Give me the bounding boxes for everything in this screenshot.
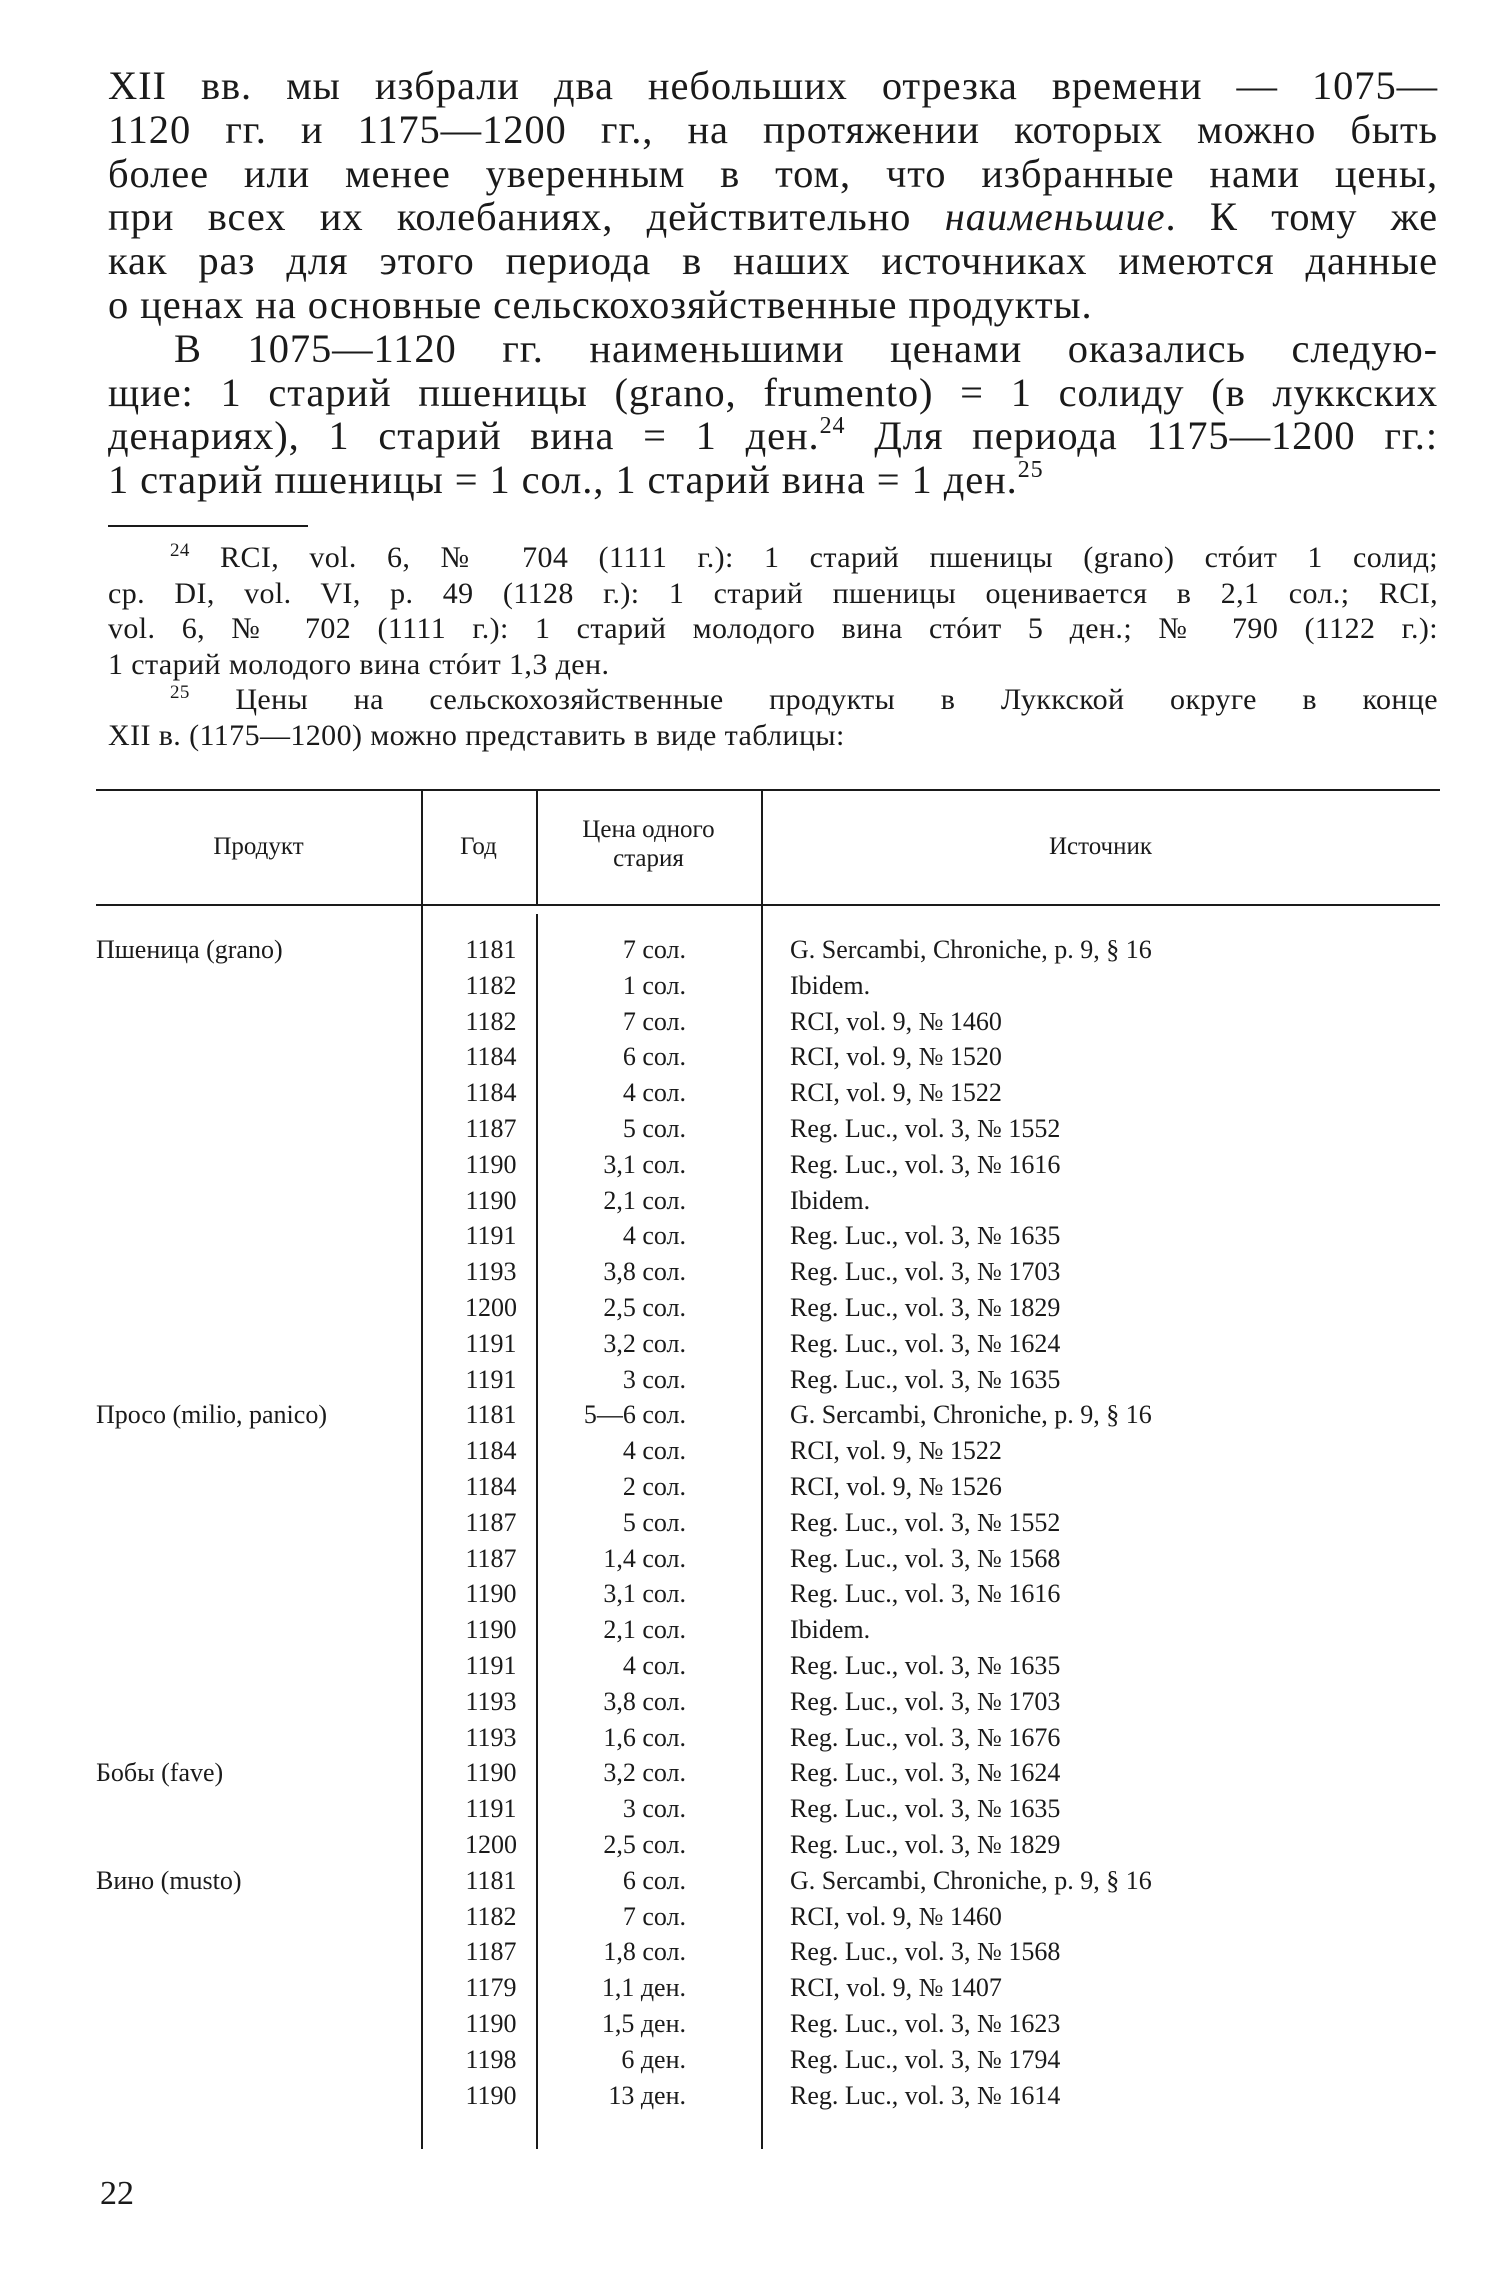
cell-price: 5 сол. xyxy=(622,1114,686,1143)
table-row xyxy=(96,1899,1440,1935)
table-row xyxy=(96,1469,1440,1505)
cell-year: 1198 xyxy=(465,2044,517,2074)
cell-price: 6 ден. xyxy=(621,2044,686,2074)
cell-price: 2 сол. xyxy=(622,1472,686,1501)
paragraph-2 xyxy=(108,327,1438,502)
cell-source: G. Sercambi, Chroniche, p. 9, § 16 xyxy=(790,1400,1152,1430)
cell-year: 1181 xyxy=(465,1400,517,1430)
cell-year: 1179 xyxy=(465,1973,517,2003)
table-row xyxy=(96,1254,1440,1290)
cell-source: Reg. Luc., vol. 3, № 1794 xyxy=(790,2044,1061,2074)
table-row xyxy=(96,1827,1440,1863)
cell-product: Вино (musto) xyxy=(96,1865,242,1895)
cell-year: 1193 xyxy=(465,1686,517,1716)
header-product: Продукт xyxy=(213,833,304,860)
table-row xyxy=(96,1934,1440,1970)
cell-source: RCI, vol. 9, № 1522 xyxy=(790,1436,1002,1466)
cell-year: 1181 xyxy=(465,1865,517,1895)
cell-source: RCI, vol. 9, № 1407 xyxy=(790,1973,1002,2003)
text-line: как раз для этого периода в наших источниках имеются данные xyxy=(108,238,1438,284)
cell-price: 2,5 сол. xyxy=(603,1830,686,1859)
text-line: о ценах на основные сельскохозяйственные продукты. xyxy=(108,281,1093,327)
cell-price: 3 сол. xyxy=(622,1794,686,1824)
cell-year: 1190 xyxy=(465,1758,517,1788)
cell-source: G. Sercambi, Chroniche, p. 9, § 16 xyxy=(790,1865,1152,1895)
header-price-line: Цена одного xyxy=(582,816,715,843)
cell-product: Пшеница (grano) xyxy=(96,935,283,964)
cell-year: 1190 xyxy=(465,1615,517,1645)
cell-year: 1190 xyxy=(465,2009,517,2038)
cell-source: Reg. Luc., vol. 3, № 1568 xyxy=(790,1543,1061,1573)
cell-source: Reg. Luc., vol. 3, № 1829 xyxy=(790,1293,1061,1322)
cell-source: Ibidem. xyxy=(790,1185,871,1215)
cell-price: 7 сол. xyxy=(622,1901,686,1931)
table-row xyxy=(96,1433,1440,1469)
table-row xyxy=(96,1362,1440,1398)
cell-price: 1,5 ден. xyxy=(601,2009,686,2038)
table-header-rule xyxy=(96,904,1440,906)
cell-source: G. Sercambi, Chroniche, p. 9, § 16 xyxy=(790,935,1152,964)
table-top-rule xyxy=(96,789,1440,791)
cell-source: Reg. Luc., vol. 3, № 1568 xyxy=(790,1937,1061,1967)
footnote-mark: 25 xyxy=(170,682,190,703)
header-source: Источник xyxy=(1048,833,1153,860)
cell-year: 1200 xyxy=(465,1830,517,1859)
cell-source: Reg. Luc., vol. 3, № 1624 xyxy=(790,1758,1061,1788)
cell-year: 1182 xyxy=(465,970,517,1000)
table-row xyxy=(96,1039,1440,1075)
cell-price: 4 сол. xyxy=(622,1436,686,1466)
footnote-24 xyxy=(108,540,1438,576)
cell-year: 1190 xyxy=(465,1149,517,1179)
cell-year: 1191 xyxy=(465,1651,517,1680)
text-line: более или менее уверенным в том, что избранные нами цены, xyxy=(108,150,1438,196)
cell-price: 4 сол. xyxy=(622,1078,686,1108)
cell-source: Reg. Luc., vol. 3, № 1703 xyxy=(790,1257,1061,1287)
text-line: 1120 гг. и 1175—1200 гг., на протяжении которых можно быть xyxy=(108,106,1438,152)
cell-source: Reg. Luc., vol. 3, № 1624 xyxy=(790,1328,1061,1358)
table-row xyxy=(96,1505,1440,1541)
cell-price: 3,8 сол. xyxy=(603,1686,686,1716)
cell-price: 3,2 сол. xyxy=(603,1758,686,1788)
table-row xyxy=(96,1290,1440,1326)
cell-source: Reg. Luc., vol. 3, № 1552 xyxy=(790,1114,1061,1143)
text-line xyxy=(108,414,1438,458)
table-row xyxy=(96,1075,1440,1111)
table-row xyxy=(96,1576,1440,1612)
header-price-line: стария xyxy=(613,845,684,872)
cell-source: Ibidem. xyxy=(790,970,871,1000)
cell-year: 1182 xyxy=(465,1901,517,1931)
cell-price: 1,6 сол. xyxy=(603,1722,686,1752)
table-row xyxy=(96,1863,1440,1899)
cell-year: 1191 xyxy=(465,1221,517,1251)
cell-year: 1191 xyxy=(465,1364,517,1394)
table-row xyxy=(96,932,1440,968)
price-table xyxy=(96,789,1440,2149)
cell-price: 4 сол. xyxy=(622,1651,686,1680)
cell-price: 3,1 сол. xyxy=(603,1149,686,1179)
table-row xyxy=(96,1970,1440,2006)
header-year: Год xyxy=(460,833,497,860)
table-row xyxy=(96,1684,1440,1720)
table-row xyxy=(96,1004,1440,1040)
table-row xyxy=(96,1755,1440,1791)
footnote-text: RCI, vol. 6, № 704 (1111 г.): 1 старий пшеницы (grano) стóит 1 солид; xyxy=(189,541,1438,574)
page-number: 22 xyxy=(100,2175,134,2212)
cell-source: Reg. Luc., vol. 3, № 1614 xyxy=(790,2080,1061,2110)
footnote-line: ср. DI, vol. VI, p. 49 (1128 г.): 1 старий пшеницы оценивается в 2,1 сол.; RCI, xyxy=(108,576,1438,610)
cell-price: 6 сол. xyxy=(622,1042,686,1072)
cell-source: Reg. Luc., vol. 3, № 1635 xyxy=(790,1221,1061,1251)
table-row xyxy=(96,1720,1440,1756)
cell-price: 1,1 ден. xyxy=(601,1973,686,2003)
cell-price: 1,8 сол. xyxy=(603,1937,686,1967)
cell-source: Ibidem. xyxy=(790,1615,871,1645)
text-fragment: при всех их колебаниях, действительно xyxy=(108,194,912,240)
cell-year: 1187 xyxy=(465,1543,517,1573)
table-row xyxy=(96,1541,1440,1577)
cell-year: 1187 xyxy=(465,1114,517,1143)
cell-year: 1181 xyxy=(465,935,517,964)
footnote-line: 1 старий молодого вина стóит 1,3 ден. xyxy=(108,647,610,681)
cell-year: 1190 xyxy=(465,2080,517,2110)
cell-price: 1 сол. xyxy=(622,970,686,1000)
cell-year: 1191 xyxy=(465,1794,517,1824)
cell-year: 1193 xyxy=(465,1257,517,1287)
cell-source: Reg. Luc., vol. 3, № 1616 xyxy=(790,1149,1061,1179)
cell-source: RCI, vol. 9, № 1522 xyxy=(790,1078,1002,1108)
cell-price: 2,5 сол. xyxy=(603,1293,686,1322)
cell-year: 1184 xyxy=(465,1078,517,1108)
footnote-ref-24[interactable]: 24 xyxy=(819,413,846,440)
emphasis-text: наименьшие xyxy=(944,194,1166,240)
cell-source: Reg. Luc., vol. 3, № 1552 xyxy=(790,1507,1061,1537)
table-row xyxy=(96,1326,1440,1362)
text-line: XII вв. мы избрали два небольших отрезка времени — 1075— xyxy=(108,63,1438,108)
cell-price: 3,2 сол. xyxy=(603,1328,686,1358)
cell-price: 5 сол. xyxy=(622,1507,686,1537)
cell-price: 7 сол. xyxy=(622,1006,686,1036)
table-row xyxy=(96,1791,1440,1827)
cell-year: 1184 xyxy=(465,1436,517,1466)
cell-source: RCI, vol. 9, № 1460 xyxy=(790,1901,1002,1931)
cell-year: 1190 xyxy=(465,1579,517,1609)
cell-year: 1182 xyxy=(465,1006,517,1036)
table-row xyxy=(96,1612,1440,1648)
text-fragment: . К тому же xyxy=(1165,194,1438,240)
cell-source: RCI, vol. 9, № 1460 xyxy=(790,1006,1002,1036)
header-price xyxy=(536,815,761,873)
body-text xyxy=(108,64,1438,502)
footnote-text: Цены на сельскохозяйственные продукты в Луккской округе в конце xyxy=(189,683,1438,716)
cell-source: RCI, vol. 9, № 1526 xyxy=(790,1472,1002,1501)
cell-product: Просо (milio, panico) xyxy=(96,1400,327,1430)
text-fragment: денариях), 1 старий вина = 1 ден. xyxy=(108,413,820,459)
table-row xyxy=(96,1648,1440,1684)
footnote-line: vol. 6, № 702 (1111 г.): 1 старий молодого вина стóит 5 ден.; № 790 (1122 г.): xyxy=(108,612,1438,645)
footnote-line: XII в. (1175—1200) можно представить в виде таблицы: xyxy=(108,718,845,752)
cell-year: 1187 xyxy=(465,1507,517,1537)
cell-source: Reg. Luc., vol. 3, № 1623 xyxy=(790,2009,1061,2038)
text-line xyxy=(108,195,1438,239)
cell-year: 1193 xyxy=(465,1722,517,1752)
table-row xyxy=(96,2078,1440,2114)
cell-price: 5—6 сол. xyxy=(583,1400,686,1430)
cell-product: Бобы (fave) xyxy=(96,1758,224,1788)
footnote-ref-25[interactable]: 25 xyxy=(1017,457,1044,484)
paragraph-1 xyxy=(108,64,1438,327)
text-line: В 1075—1120 гг. наименьшими ценами оказались следую- xyxy=(174,325,1438,371)
table-row xyxy=(96,2006,1440,2042)
cell-price: 13 ден. xyxy=(608,2080,686,2110)
table-row xyxy=(96,1183,1440,1219)
cell-year: 1187 xyxy=(465,1937,517,1967)
table-row xyxy=(96,1397,1440,1433)
cell-price: 7 сол. xyxy=(622,935,686,964)
footnotes xyxy=(108,540,1438,753)
footnote-separator xyxy=(108,525,308,527)
cell-source: Reg. Luc., vol. 3, № 1635 xyxy=(790,1651,1061,1680)
text-line: щие: 1 старий пшеницы (grano, frumento) = 1 солиду (в луккских xyxy=(108,369,1438,415)
cell-source: Reg. Luc., vol. 3, № 1703 xyxy=(790,1686,1061,1716)
cell-source: Reg. Luc., vol. 3, № 1676 xyxy=(790,1722,1061,1752)
footnote-25 xyxy=(108,682,1438,718)
cell-year: 1200 xyxy=(465,1293,517,1322)
cell-source: RCI, vol. 9, № 1520 xyxy=(790,1042,1002,1072)
cell-price: 3,8 сол. xyxy=(603,1257,686,1287)
footnote-mark: 24 xyxy=(170,540,190,561)
cell-source: Reg. Luc., vol. 3, № 1635 xyxy=(790,1364,1061,1394)
cell-year: 1184 xyxy=(465,1472,517,1501)
table-row xyxy=(96,1218,1440,1254)
table-row xyxy=(96,1147,1440,1183)
text-line xyxy=(108,458,1438,502)
cell-price: 3,1 сол. xyxy=(603,1579,686,1609)
cell-price: 2,1 сол. xyxy=(603,1615,686,1645)
table-row xyxy=(96,1111,1440,1147)
cell-source: Reg. Luc., vol. 3, № 1616 xyxy=(790,1579,1061,1609)
table-row xyxy=(96,2042,1440,2078)
cell-price: 4 сол. xyxy=(622,1221,686,1251)
text-fragment: Для периода 1175—1200 гг.: xyxy=(845,413,1438,459)
cell-year: 1184 xyxy=(465,1042,517,1072)
cell-year: 1190 xyxy=(465,1185,517,1215)
cell-price: 6 сол. xyxy=(622,1865,686,1895)
cell-price: 1,4 сол. xyxy=(603,1543,686,1573)
cell-price: 2,1 сол. xyxy=(603,1185,686,1215)
cell-source: Reg. Luc., vol. 3, № 1829 xyxy=(790,1830,1061,1859)
cell-source: Reg. Luc., vol. 3, № 1635 xyxy=(790,1794,1061,1824)
cell-year: 1191 xyxy=(465,1328,517,1358)
text-fragment: 1 старий пшеницы = 1 сол., 1 старий вина = 1 ден. xyxy=(108,457,1018,503)
cell-price: 3 сол. xyxy=(622,1364,686,1394)
table-row xyxy=(96,968,1440,1004)
